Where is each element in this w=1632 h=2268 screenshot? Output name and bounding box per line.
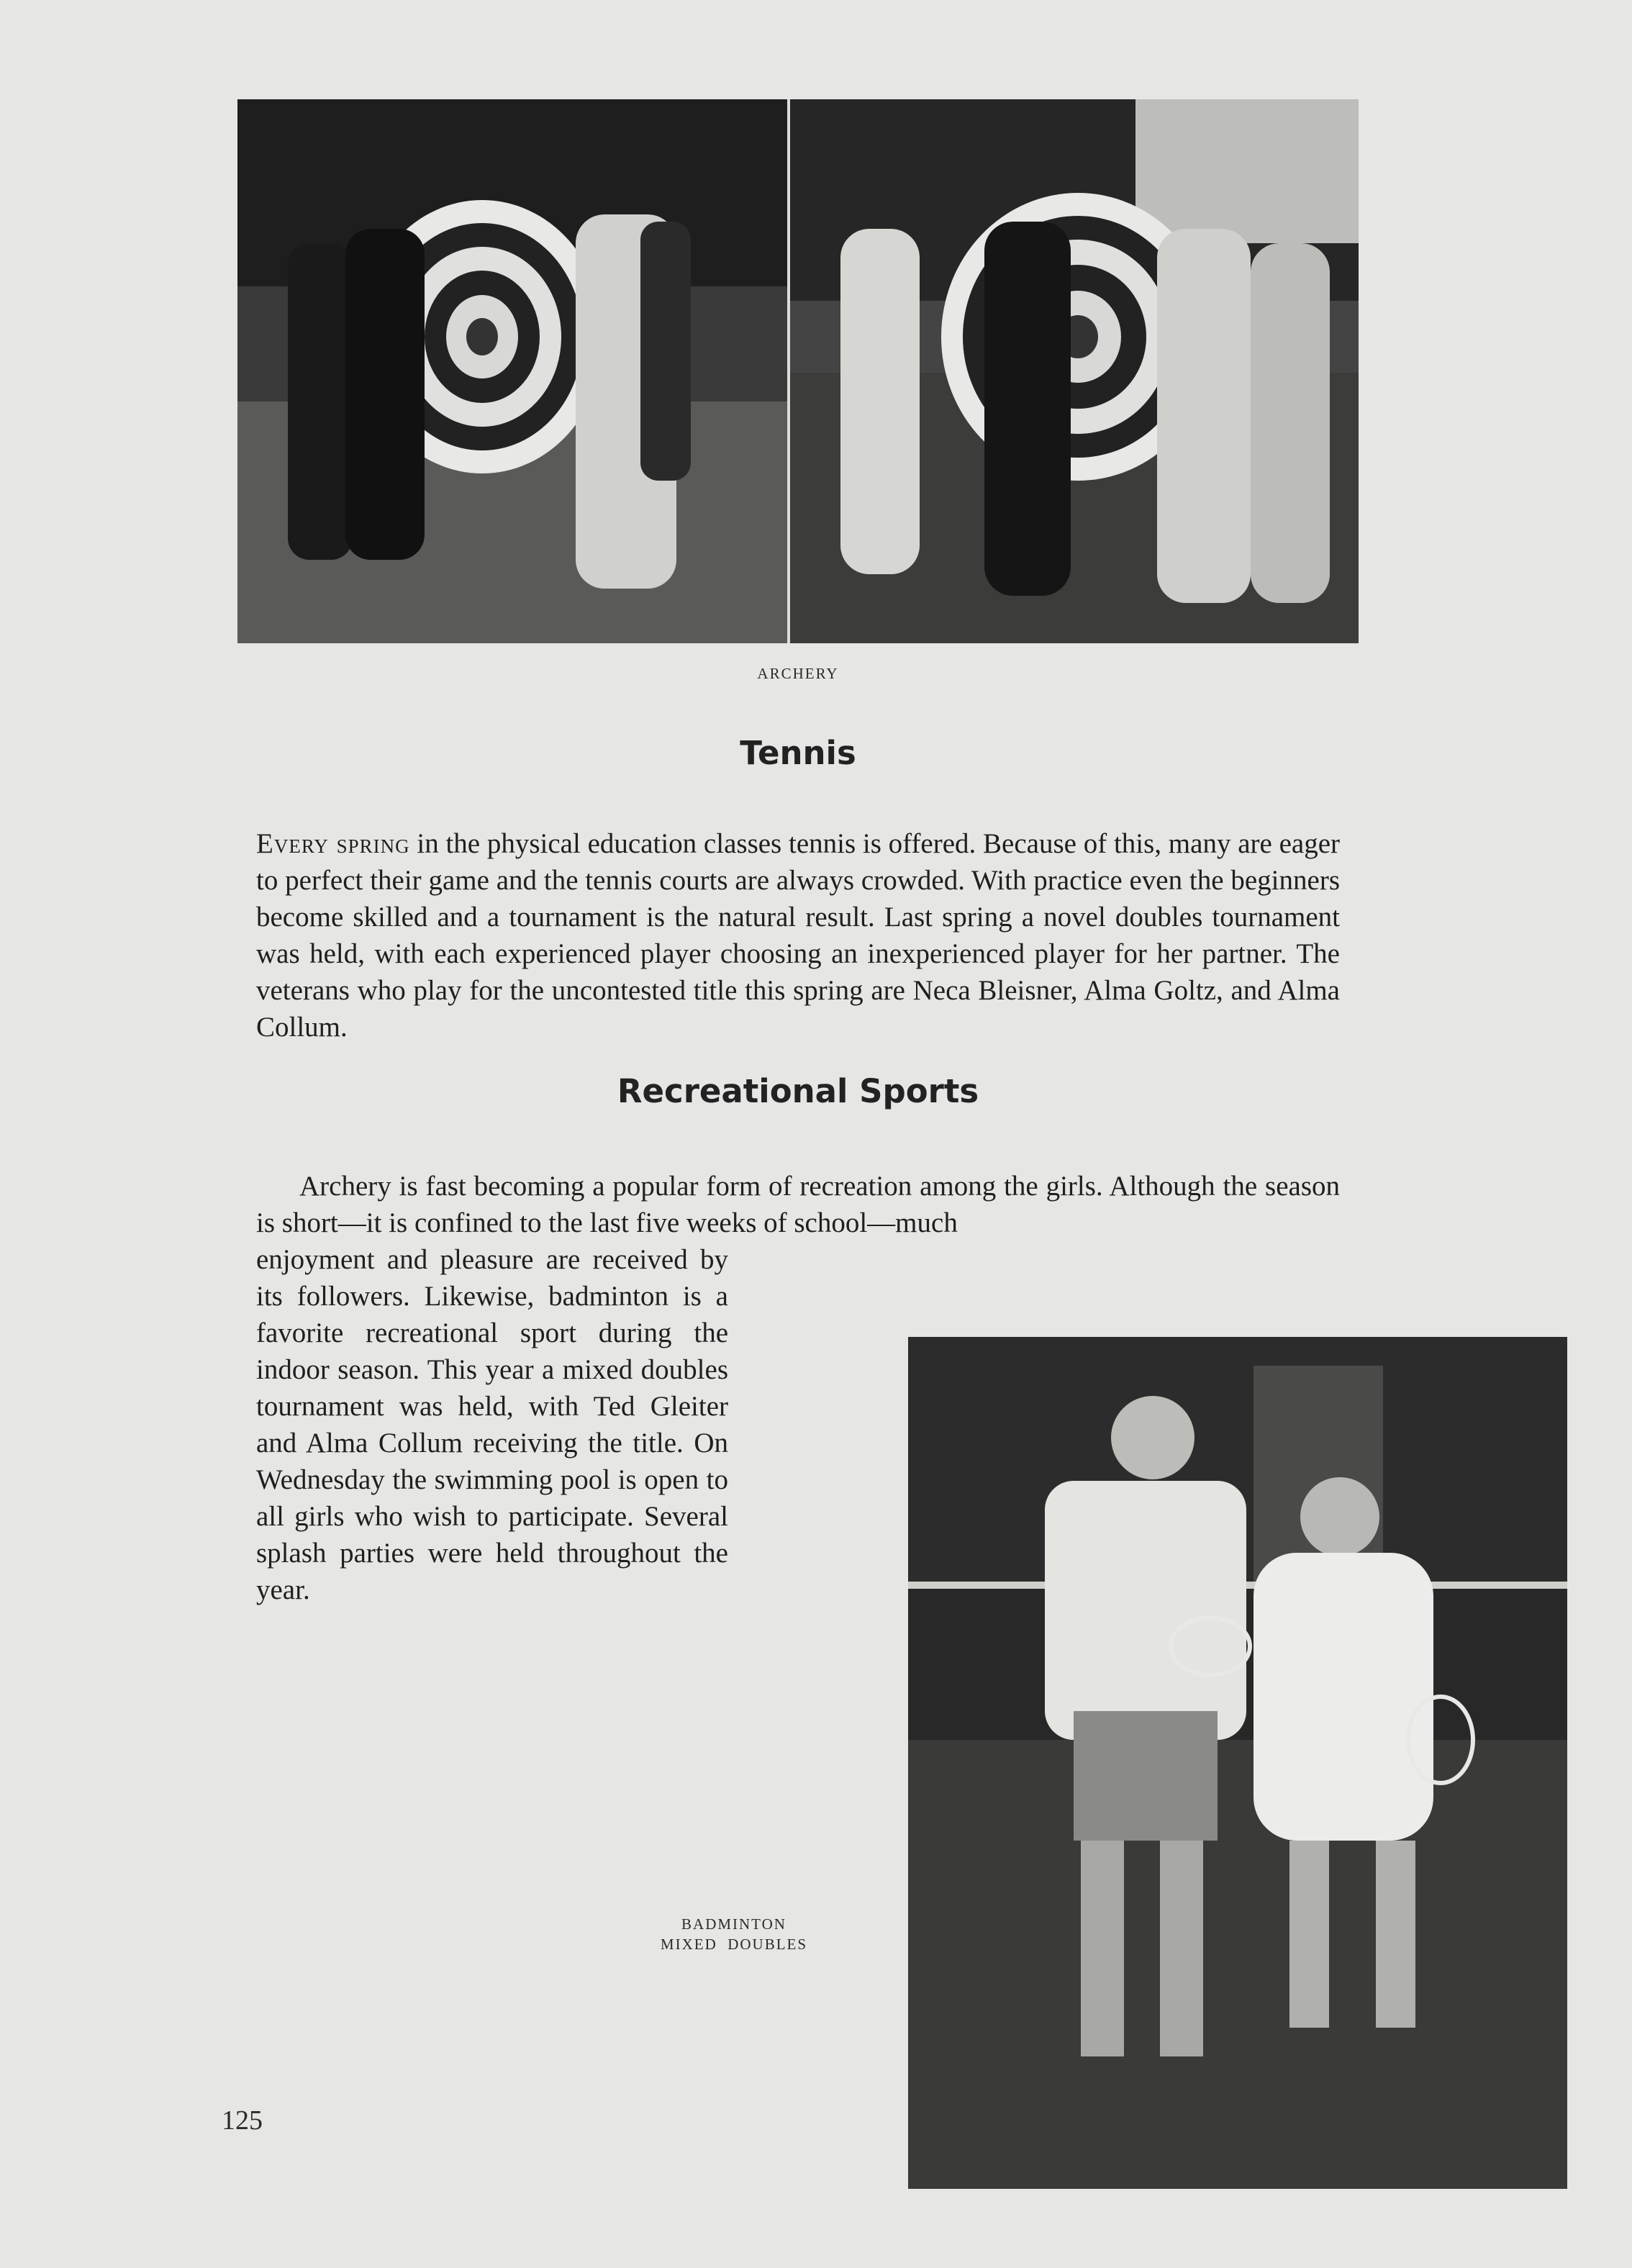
recreational-paragraph-wide: Archery is fast becoming a popular form of recreation among the girls. Although the season is short—it is confined to the last five weeks of school—much	[256, 1171, 1340, 1238]
badminton-caption-line1: BADMINTON	[681, 1915, 786, 1933]
archery-caption: ARCHERY	[757, 665, 839, 682]
tennis-heading: Tennis	[740, 734, 856, 772]
badminton-caption	[619, 1914, 849, 1954]
badminton-photo	[908, 1337, 1567, 2189]
archery-photo-right	[790, 99, 1359, 643]
tennis-lead-in: Every spring	[256, 828, 410, 859]
recreational-paragraph-narrow: enjoyment and pleasure are received by its followers. Likewise, badminton is a favorite recreational sport during the indoor season. This year a mixed doubles tournament was held, with Ted Gleiter and Alma Collum receiving the title. On Wednesday the swimming pool is open to all girls who wish to participate. Several splash parties were held throughout the year.	[256, 1244, 728, 1605]
page-number: 125	[222, 2105, 263, 2136]
tennis-body: in the physical education classes tennis is offered. Because of this, many are eager to perfect their game and the tennis courts are always crowded. With practice even the beginners become skilled and a tournament is the natural result. Last spring a novel doubles tournament was held, with each experienced player choosing an inexperienced player for her partner. The veterans who play for the uncontested title this spring are Neca Bleisner, Alma Goltz, and Alma Collum.	[256, 828, 1340, 1043]
photograph-icon	[237, 99, 787, 643]
archery-photo-left	[237, 99, 787, 643]
recreational-sports-heading: Recreational Sports	[617, 1072, 979, 1110]
photograph-icon	[908, 1337, 1567, 2189]
photograph-icon	[790, 99, 1359, 643]
badminton-caption-line2: MIXED DOUBLES	[660, 1936, 808, 1953]
tennis-paragraph	[256, 825, 1340, 1045]
